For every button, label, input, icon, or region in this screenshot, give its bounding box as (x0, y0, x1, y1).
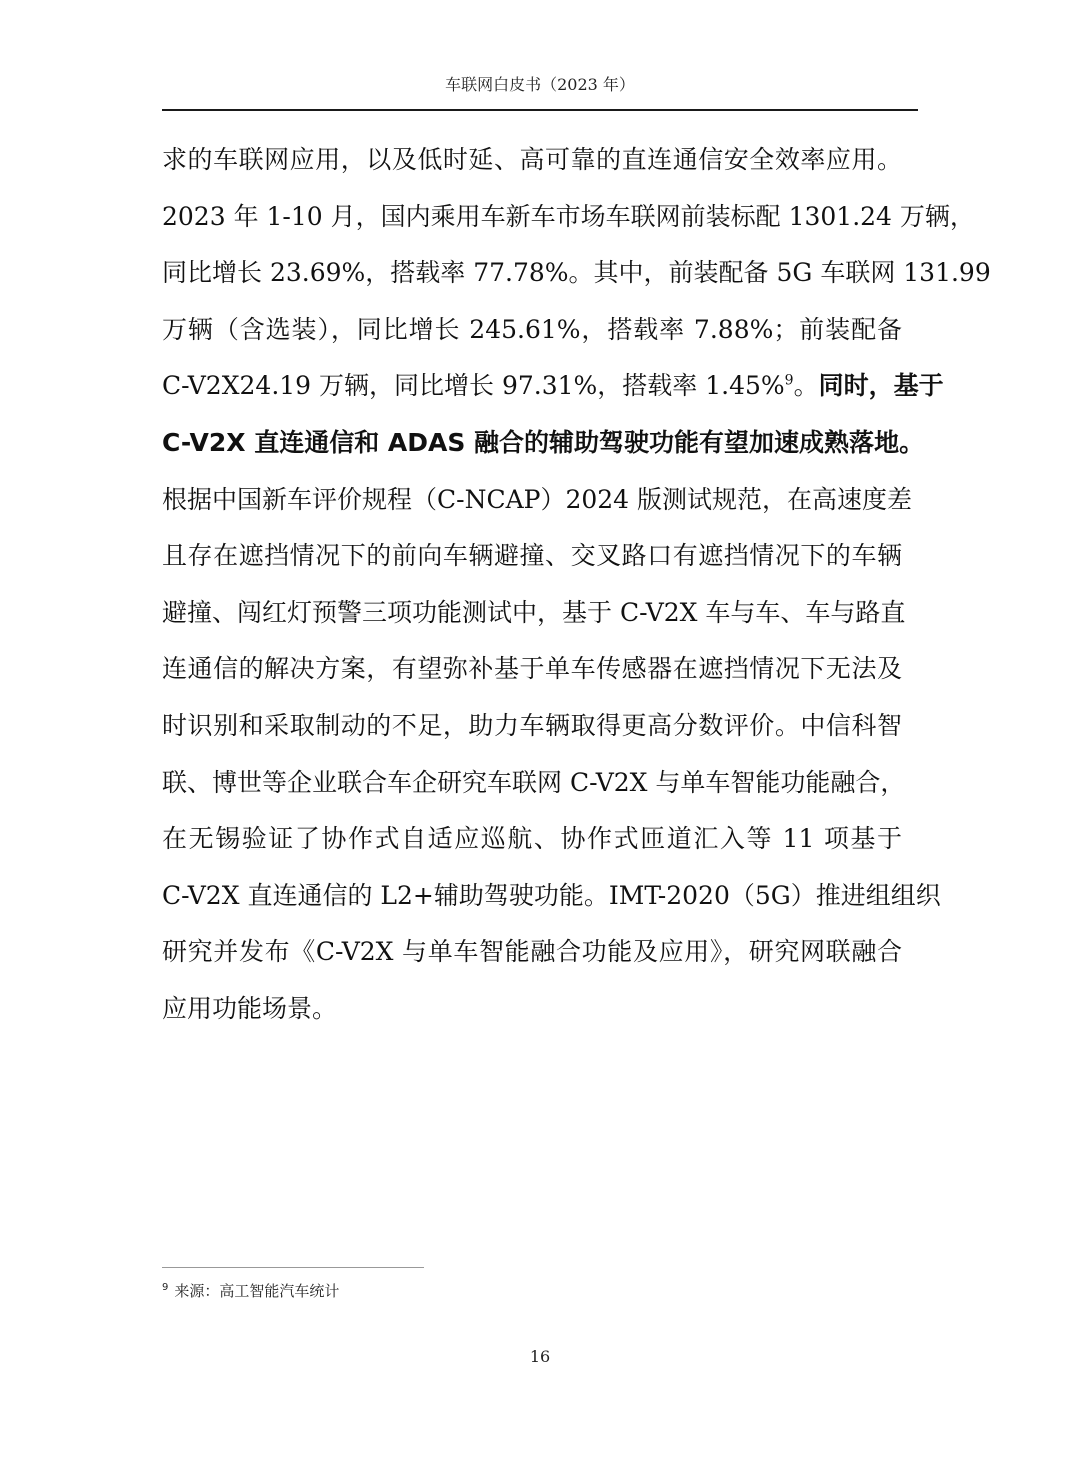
footnote-divider (162, 1267, 424, 1268)
text-line: 求的车联网应用，以及低时延、高可靠的直连通信安全效率应用。 (162, 145, 902, 174)
page-number: 16 (529, 1347, 551, 1366)
footnote (162, 1280, 339, 1301)
running-header: 车联网白皮书（2023 年） (445, 75, 635, 94)
text-line: 2023 年 1-10 月，国内乘用车新车市场车联网前装标配 1301.24 万辆， (162, 201, 975, 231)
text-line: 同比增长 23.69%，搭载率 77.78%。其中，前装配备 5G 车联网 131.99 (162, 258, 991, 288)
footnote-text: 来源：高工智能汽车统计 (174, 1282, 340, 1300)
header-divider (162, 109, 918, 111)
text-span: C-V2X24.19 万辆，同比增长 97.31%，搭载率 1.45% (162, 371, 785, 401)
bold-text-span: 同时，基于 (818, 371, 944, 401)
text-line: C-V2X 直连通信的 L2+辅助驾驶功能。IMT-2020（5G）推进组组织 (162, 880, 941, 910)
text-line: 联、博世等企业联合车企研究车联网 C-V2X 与单车智能功能融合， (162, 767, 906, 797)
footnote-mark: 9 (162, 1282, 169, 1293)
text-line: 根据中国新车评价规程（C-NCAP）2024 版测试规范，在高速度差 (162, 484, 913, 514)
bold-text-line: C-V2X 直连通信和 ADAS 融合的辅助驾驶功能有望加速成熟落地。 (162, 427, 925, 457)
body-text (162, 132, 991, 1038)
text-span: 。 (793, 371, 819, 401)
text-line: 应用功能场景。 (162, 993, 338, 1023)
footnote-reference: 9 (784, 373, 794, 390)
text-line: 时识别和采取制动的不足，助力车辆取得更高分数评价。中信科智 (162, 710, 902, 740)
text-line: 在无锡验证了协作式自适应巡航、协作式匝道汇入等 11 项基于 (162, 824, 902, 854)
text-line: 且存在遮挡情况下的前向车辆避撞、交叉路口有遮挡情况下的车辆 (162, 541, 902, 571)
text-line: 研究并发布《C-V2X 与单车智能融合功能及应用》，研究网联融合 (162, 937, 902, 967)
text-line: 避撞、闯红灯预警三项功能测试中，基于 C-V2X 车与车、车与路直 (162, 597, 906, 627)
text-line: 连通信的解决方案，有望弥补基于单车传感器在遮挡情况下无法及 (162, 654, 902, 684)
text-line (162, 358, 944, 415)
text-line: 万辆（含选装），同比增长 245.61%，搭载率 7.88%；前装配备 (162, 314, 902, 344)
